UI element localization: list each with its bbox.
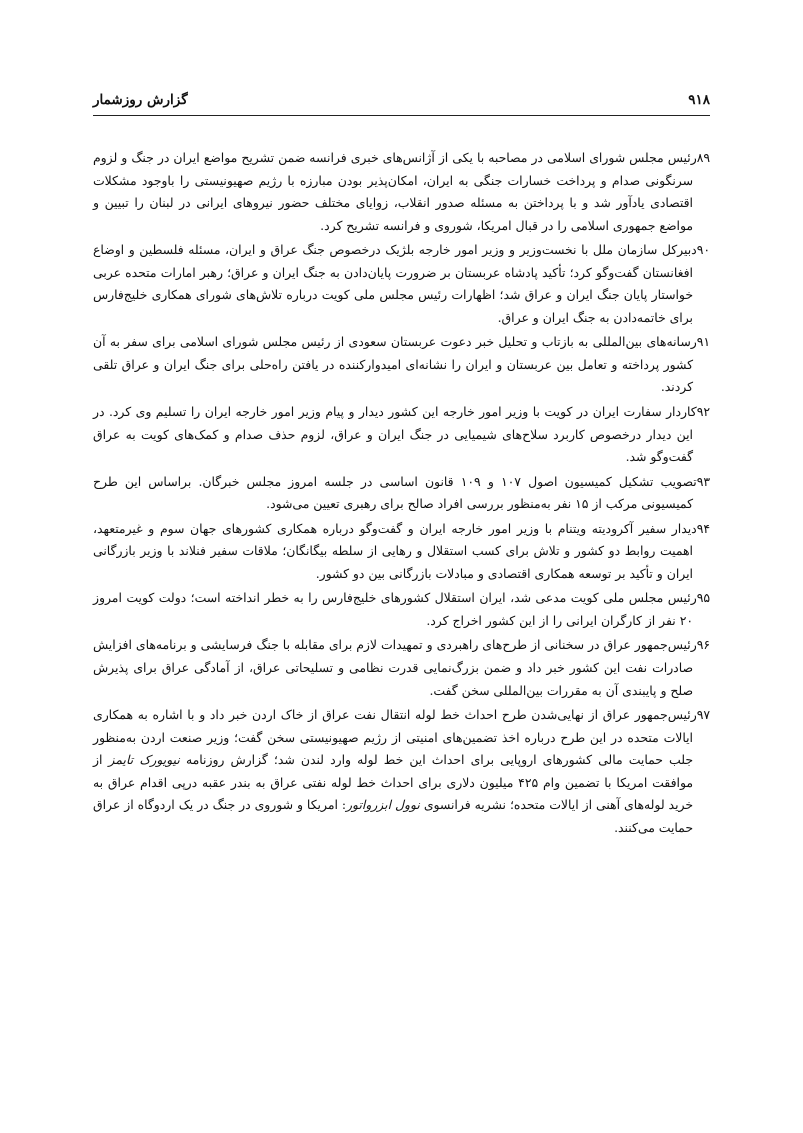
entry-number: ۹۵: [696, 590, 710, 606]
list-item: [93, 471, 710, 516]
entry-text: کاردار سفارت ایران در کویت با وزیر امور خارجه این کشور دیدار و پیام وزیر امور خارجه ایران را تسلیم وی کرد. در این دیدار درخصوص کاربرد سلاح‌های شیمیایی در جنگ ایران و عراق، لزوم حذف صدام و کمک‌های کویت به عراق گفت‌وگو شد.: [93, 404, 697, 465]
running-head: [93, 92, 710, 114]
entry-text: رئیس مجلس شورای اسلامی در مصاحبه با یکی از آژانس‌های خبری فرانسه ضمن تشریح مواضع ایران در جنگ و لزوم سرنگونی صدام و پرداخت خسارات جنگی به ایران، امکان‌پذیر بودن مبارزه با رژیم صهیونیستی را باوجود مشکلات اقتصادی یادآور شد و با پرداختن به مسئله صدور انقلاب، زوایای مختلف حضور نیروهای ایرانی در لبنان را تبیین و مواضع جمهوری اسلامی را در قبال امریکا، شوروی و فرانسه تشریح کرد.: [93, 150, 697, 233]
list-item: [93, 634, 710, 702]
entry-list: [93, 147, 710, 841]
book-title: گزارش روزشمار: [93, 92, 188, 108]
entry-text: : امریکا و شوروی در جنگ در یک اردوگاه از عراق حمایت می‌کنند.: [93, 797, 693, 835]
entry-text: رئیس مجلس ملی کویت مدعی شد، ایران استقلال کشورهای خلیج‌فارس را به خطر انداخته است؛ دولت کویت امروز ۲۰ نفر از کارگران ایرانی را از این کشور اخراج کرد.: [93, 590, 697, 628]
newspaper-title: نیویورک تایمز: [108, 752, 180, 768]
list-item: [93, 704, 710, 839]
list-item: [93, 239, 710, 329]
entry-text: تصویب تشکیل کمیسیون اصول ۱۰۷ و ۱۰۹ قانون اساسی در جلسه امروز مجلس خبرگان. براساس این طرح کمیسیونی مرکب از ۱۵ نفر به‌منظور بررسی افراد صالح برای رهبری تعیین می‌شود.: [93, 473, 697, 512]
entry-number: ۹۱: [696, 334, 710, 350]
entry-text: رئیس‌جمهور عراق از نهایی‌شدن طرح احداث خط لوله انتقال نفت عراق از خاک اردن خبر داد و با اشاره به همکاری ایالات متحده در این طرح درباره اخذ تضمین‌های امنیتی از رژیم صهیونیستی سخن گفت؛ وزیر صنعت اردن به‌منظور جلب حمایت مالی کشورهای اروپایی برای احداث این خط لوله وارد لندن شد؛ گزارش روزنامه: [93, 707, 697, 768]
entry-text: دبیرکل سازمان ملل با نخست‌وزیر و وزیر امور خارجه بلژیک درخصوص جنگ عراق و ایران، مسئله فلسطین و اوضاع افغانستان گفت‌وگو کرد؛ تأکید پادشاه عربستان بر ضرورت پایان‌دادن به جنگ ایران و عراق؛ رهبر امارات متحده عربی خواستار پایان جنگ ایران و عراق شد؛ اظهارات رئیس مجلس ملی کویت درباره تلاش‌های شورای همکاری خلیج‌فارس برای خاتمه‌دادن به جنگ ایران و عراق.: [93, 242, 697, 325]
page-number: ۹۱۸: [688, 92, 710, 108]
entry-text: از موافقت امریکا با تضمین وام ۴۲۵ میلیون دلاری برای احداث خط لوله نفتی عراق به بندر عقبه درپی اقدام عراق به خرید لوله‌های آهنی از ایالات متحده؛ نشریه فرانسوی: [93, 752, 694, 813]
header-rule: [93, 115, 710, 116]
entry-text: دیدار سفیر آکرودیته ویتنام با وزیر امور خارجه ایران و گفت‌وگو درباره همکاری کشورهای جهان سوم و غیرمتعهد، اهمیت روابط دو کشور و تلاش برای کسب استقلال و رهایی از سلطه بیگانگان؛ ملاقات سفیر فنلاند با وزیر بازرگانی ایران و تأکید بر توسعه همکاری اقتصادی و مبادلات بازرگانی بین دو کشور.: [93, 520, 697, 581]
magazine-title: نوول ابزرواتور: [346, 797, 420, 813]
list-item: [93, 147, 710, 237]
entry-text: رئیس‌جمهور عراق در سخنانی از طرح‌های راهبردی و تمهیدات لازم برای مقابله با جنگ فرسایشی و برنامه‌های افزایش صادرات نفت این کشور خبر داد و ضمن بزرگ‌نمایی قدرت نظامی و تسلیحاتی عراق، از آمادگی عراق برای پذیرش صلح و پایبندی آن به مقررات بین‌المللی سخن گفت.: [93, 637, 697, 698]
entry-number: ۹۲: [696, 404, 710, 420]
list-item: [93, 587, 710, 632]
document-page: [93, 92, 710, 1092]
list-item: [93, 331, 710, 399]
list-item: [93, 518, 710, 586]
list-item: [93, 401, 710, 469]
entry-text: رسانه‌های بین‌المللی به بازتاب و تحلیل خبر دعوت عربستان سعودی از رئیس مجلس شورای اسلامی برای سفر به آن کشور پرداخته و تعامل بین عربستان و ایران را نشانه‌ای امیدوارکننده در یافتن راه‌حلی برای جنگ ایران و عراق تلقی کردند.: [93, 334, 697, 395]
entry-number: ۸۹: [696, 150, 710, 165]
entry-number: ۹۶: [696, 637, 710, 653]
entry-number: ۹۰: [696, 242, 710, 258]
entry-number: ۹۴: [696, 520, 710, 536]
entry-number: ۹۷: [696, 707, 710, 723]
entry-number: ۹۳: [696, 473, 710, 489]
